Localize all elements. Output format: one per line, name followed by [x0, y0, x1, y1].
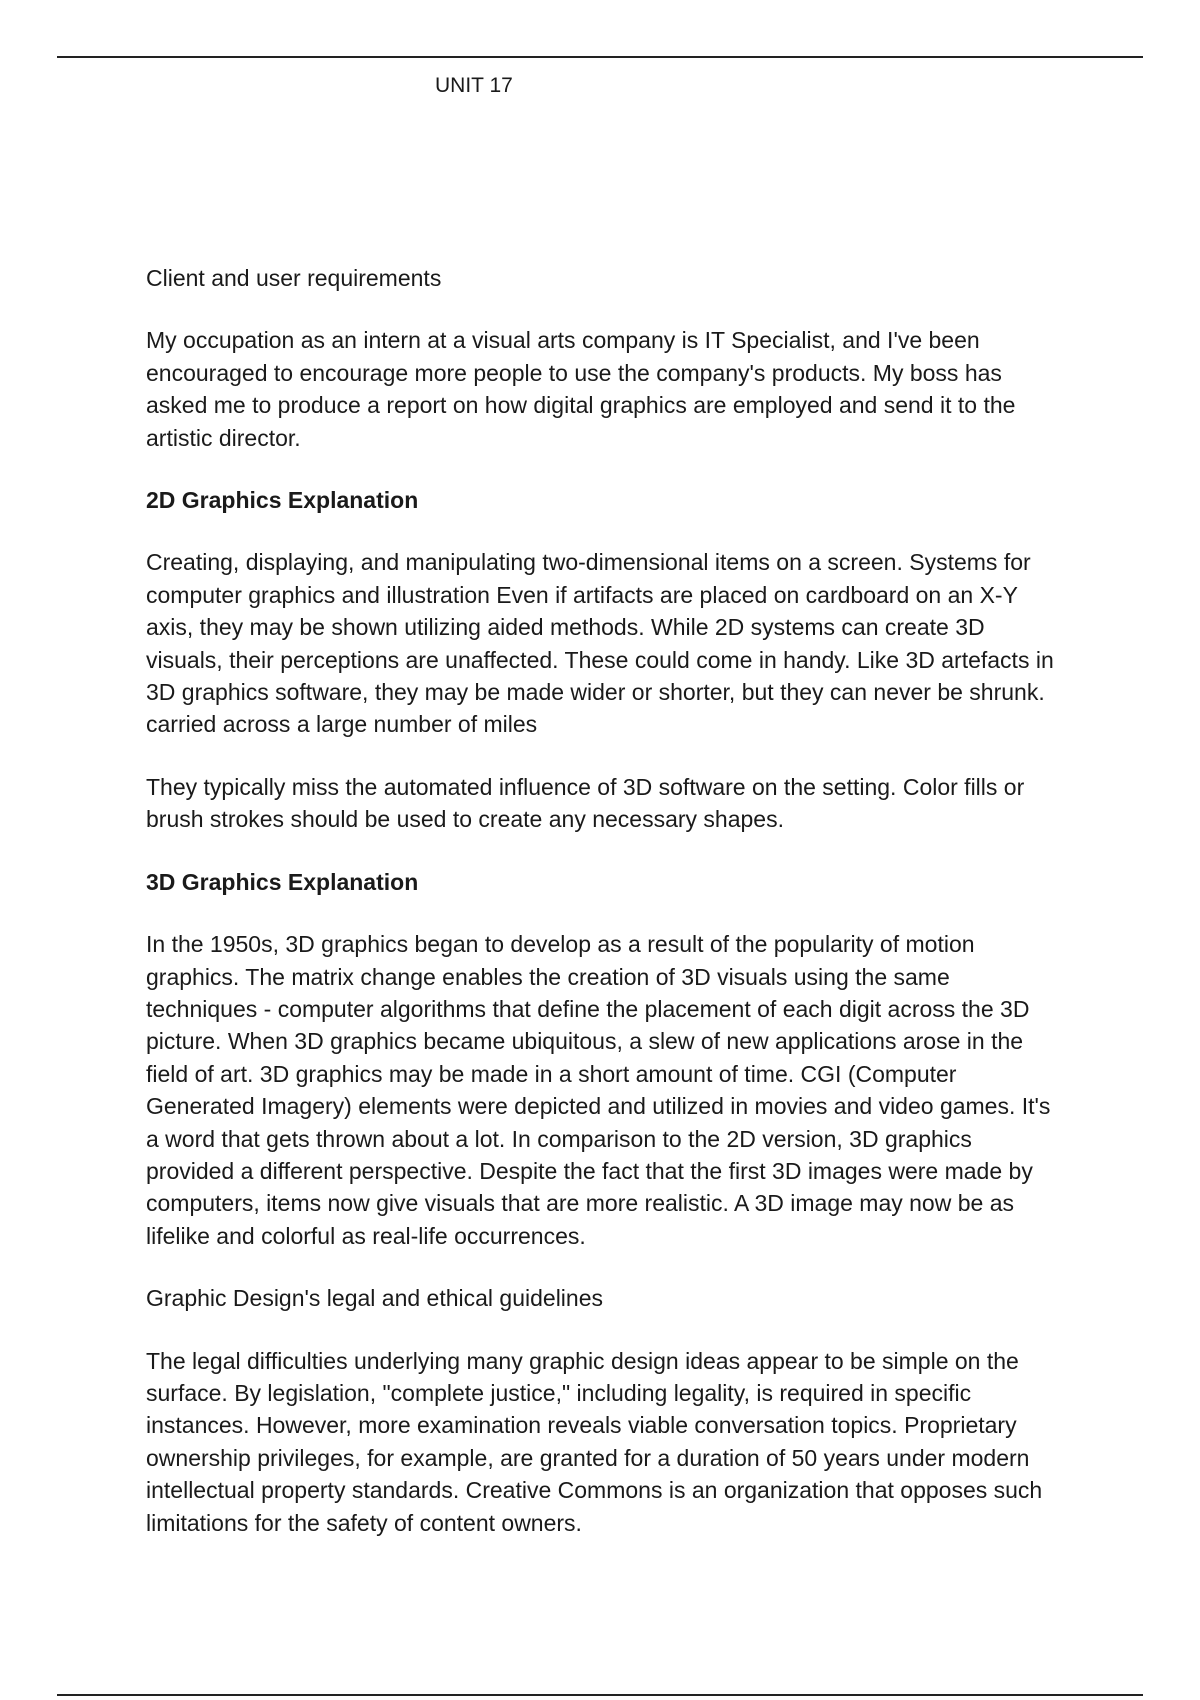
document-body	[146, 262, 1066, 1569]
footer-divider	[57, 1694, 1143, 1696]
graphics-3d-heading: 3D Graphics Explanation	[146, 868, 419, 895]
graphics-3d-paragraph: In the 1950s, 3D graphics began to develop as a result of the popularity of motion graphics. The matrix change enables the creation of 3D visuals using the same techniques - computer algorithms that define the placement of each digit across the 3D picture. When 3D graphics became ubiquitous, a slew of new applications arose in the field of art. 3D graphics may be made in a short amount of time. CGI (Computer Generated Imagery) elements were depicted and utilized in movies and video games. It's a word that gets thrown about a lot. In comparison to the 2D version, 3D graphics provided a different perspective. Despite the fact that the first 3D images were made by computers, items now give visuals that are more realistic. A 3D image may now be as lifelike and colorful as real-life occurrences.	[146, 931, 1051, 1249]
graphics-2d-paragraph-2: They typically miss the automated influence of 3D software on the setting. Color fills or brush strokes should be used to create any necessary shapes.	[146, 773, 1025, 833]
header-divider	[57, 56, 1143, 58]
graphics-2d-heading: 2D Graphics Explanation	[146, 487, 419, 514]
client-requirements-heading: Client and user requirements	[146, 265, 442, 291]
legal-guidelines-paragraph: The legal difficulties underlying many graphic design ideas appear to be simple on the surface. By legislation, "complete justice," including legality, is required in specific instances. However, more examination reveals viable conversation topics. Proprietary ownership privileges, for example, are granted for a duration of 50 years under modern intellectual property standards. Creative Commons is an organization that opposes such limitations for the safety of content owners.	[146, 1347, 1043, 1536]
graphics-2d-paragraph-1: Creating, displaying, and manipulating two-dimensional items on a screen. Systems for computer graphics and illustration Even if artifacts are placed on cardboard on an X-Y axis, they may be shown utilizing aided methods. While 2D systems can create 3D visuals, their perceptions are unaffected. These could come in handy. Like 3D artefacts in 3D graphics software, they may be made wider or shorter, but they can never be shrunk. carried across a large number of miles	[146, 549, 1054, 738]
unit-label: UNIT 17	[435, 74, 513, 97]
client-requirements-paragraph: My occupation as an intern at a visual arts company is IT Specialist, and I've been encouraged to encourage more people to use the company's products. My boss has asked me to produce a report on how digital graphics are employed and send it to the artistic director.	[146, 327, 1016, 451]
legal-guidelines-heading: Graphic Design's legal and ethical guidelines	[146, 1285, 604, 1312]
